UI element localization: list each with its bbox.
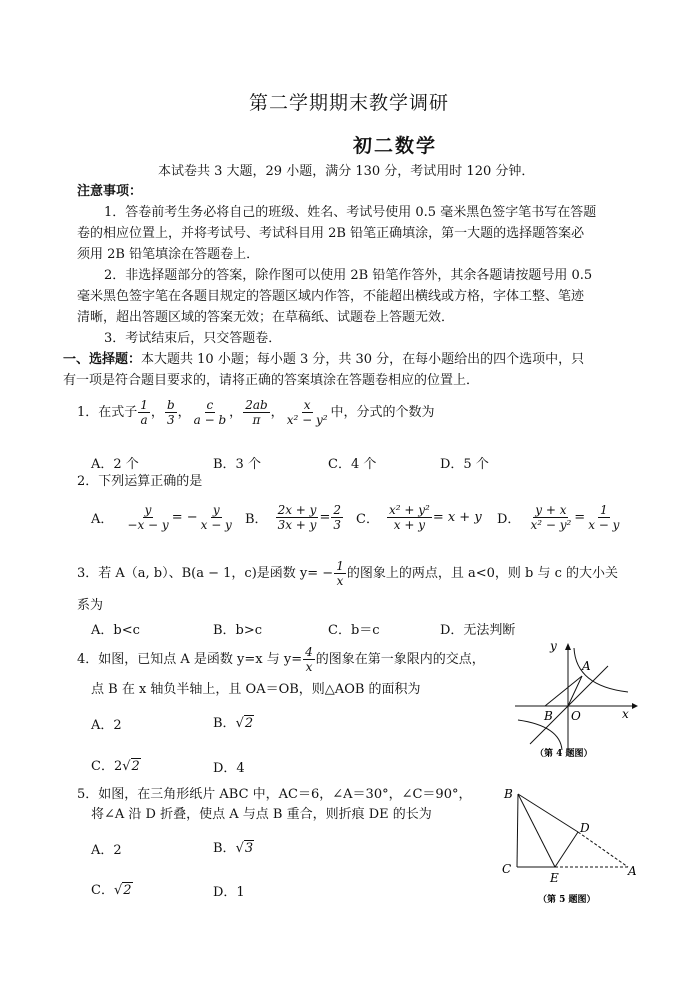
question-4-stem: 4．如图，已知点 A 是函数 y=x 与 y= $\frac{4}{x}$ 的图象在第一象限内的交点，: [77, 645, 485, 674]
notes-heading: 注意事项：: [77, 184, 143, 199]
fig4-label-b: B: [544, 709, 553, 723]
q2-option-d: D． $\frac{y + x}{\text{x² − y²}}$ = $\frac{1}{x - y}$: [497, 503, 620, 532]
notes-line: 毫米黑色签字笔在各题目规定的答题区域内作答，不能超出横线或方格，字体工整、笔迹: [77, 289, 585, 304]
fig4-label-o: O: [571, 709, 581, 723]
question-5-stem: 5．如图，在三角形纸片 ABC 中，AC＝6，∠A＝30°，∠C＝90°，: [77, 787, 472, 802]
q2-option-b: B． $\frac{2x + y}{3x + y}$ = $\frac{2}{3}$: [245, 503, 341, 532]
question-3-stem: 3．若 A（a, b）、B(a − 1，c)是函数 y= − $\frac{1}{x}$ 的图象上的两点，且 a<0，则 b 与 c 的大小关: [77, 559, 619, 588]
notes-line: 须用 2B 铅笔填涂在答题卷上．: [77, 247, 260, 262]
q1-fraction: $\frac{b}{3}$: [166, 398, 175, 427]
q3-fraction: $\frac{1}{x}$: [336, 559, 344, 588]
page-title: 第二学期期末教学调研: [249, 92, 450, 114]
fig4-label-x: x: [622, 707, 629, 721]
fig5-label-b: B: [504, 787, 513, 801]
notes-line: 1．答卷前考生务必将自己的班级、姓名、考试号使用 0.5 毫米黑色签字笔书写在答题: [104, 205, 597, 220]
fig4-caption: （第 4 题图）: [535, 749, 593, 759]
section-text: 本大题共 10 小题；每小题 3 分，共 30 分，在每小题给出的四个选项中，只: [141, 352, 585, 367]
figure-q5-triangle: [500, 782, 645, 907]
section-label: 一、选择题：: [63, 352, 142, 367]
section-text-2: 有一项是符合题目要求的，请将正确的答案填涂在答题卷相应的位置上．: [63, 373, 480, 388]
question-3-stem-cont: 系为: [77, 598, 104, 613]
q4-option-a: A．2: [91, 718, 122, 733]
fig5-label-e: E: [550, 871, 559, 885]
figure-q4-graph: [510, 640, 640, 760]
fig5-label-d: D: [580, 821, 590, 835]
q1-fraction: $\frac{2ab}{\pi}$: [245, 398, 268, 427]
q1-prefix: 1．在式子: [77, 405, 138, 420]
question-4-stem-cont: 点 B 在 x 轴负半轴上，且 OA＝OB，则△AOB 的面积为: [91, 682, 421, 697]
q1-option-a: A．2 个: [91, 457, 139, 472]
q1-option-b: B．3 个: [213, 457, 261, 472]
q1-fraction: $\frac{c}{a - b}$: [193, 398, 227, 427]
notes-line: 卷的相应位置上，并将考试号、考试科目用 2B 铅笔正确填涂，第一大题的选择题答案必: [77, 226, 585, 241]
q3-option-c: C．b＝c: [328, 623, 380, 638]
notes-line: 3．考试结束后，只交答题卷．: [104, 331, 282, 346]
fig4-label-y: y: [550, 640, 557, 653]
q1-option-c: C．4 个: [328, 457, 377, 472]
fig5-label-c: C: [502, 862, 512, 876]
q1-option-d: D．5 个: [440, 457, 489, 472]
q3-option-b: B．b>c: [213, 623, 263, 638]
q4-option-c: C．2√2: [91, 759, 140, 774]
question-5-stem-cont: 将∠A 沿 D 折叠，使点 A 与点 B 重合，则折痕 DE 的长为: [91, 807, 432, 822]
question-2-stem: 2．下列运算正确的是: [77, 474, 203, 489]
section-intro: [63, 350, 584, 369]
q4-fraction: $\frac{4}{x}$: [305, 645, 313, 674]
fig5-caption: （第 5 题图）: [538, 895, 596, 905]
exam-info: 本试卷共 3 大题，29 小题，满分 130 分，考试用时 120 分钟．: [158, 164, 535, 179]
notes-line: 2．非选择题部分的答案，除作图可以使用 2B 铅笔作答外，其余各题请按题号用 0.5: [104, 268, 593, 283]
fig5-label-a: A: [628, 864, 637, 878]
q2-option-c: C． $\frac{\text{x² + y²}}{x + y}$ = x + y: [356, 503, 482, 532]
q5-option-a: A．2: [91, 843, 122, 858]
q4-option-b: B．√2: [213, 716, 254, 731]
fig4-label-a: A: [582, 659, 591, 673]
page-subtitle: 初二数学: [353, 135, 438, 157]
q3-option-a: A．b<c: [91, 623, 140, 638]
q1-suffix: 中，分式的个数为: [330, 405, 435, 420]
q5-option-d: D．1: [213, 885, 245, 900]
question-1-stem: 1．在式子 $\frac{1}{a}$ ， $\frac{b}{3}$ ， $\frac{c}{a - b}$ ， $\frac{2ab}{\pi}$ ， $\frac{x}{\text{x² − y²}}$ 中，分式的个数为: [77, 398, 435, 427]
q4-option-d: D．4: [213, 761, 245, 776]
q1-fraction: $\frac{1}{a}$: [140, 398, 148, 427]
q1-fraction: $\frac{x}{\text{x² − y²}}$: [286, 398, 328, 427]
q2-option-a: A． $\frac{y}{-x - y}$ = − $\frac{y}{x - y}$: [91, 503, 232, 532]
notes-line: 清晰，超出答题区域的答案无效；在草稿纸、试题卷上答题无效．: [77, 310, 455, 325]
q5-option-b: B．√3: [213, 841, 254, 856]
q3-option-d: D．无法判断: [440, 623, 516, 638]
q5-option-c: C．√2: [91, 883, 132, 898]
